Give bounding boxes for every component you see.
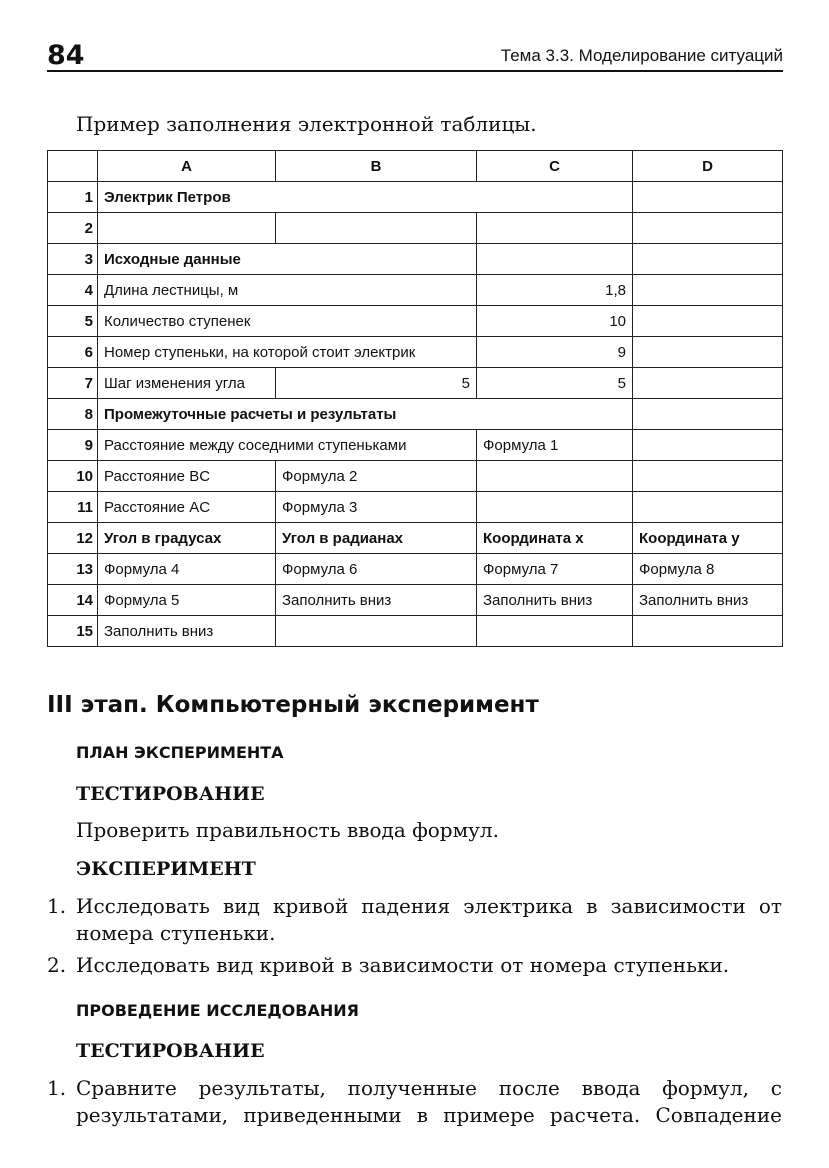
row-number: 2 <box>48 213 98 244</box>
intro-text: Пример заполнения электронной таблицы. <box>76 112 537 136</box>
table-row <box>48 616 783 647</box>
cell: 10 <box>477 306 633 337</box>
row-number: 14 <box>48 585 98 616</box>
page-number: 84 <box>47 40 85 71</box>
cell: Заполнить вниз <box>276 585 477 616</box>
cell: Исходные данные <box>98 244 477 275</box>
table-row <box>48 244 783 275</box>
column-header: A <box>98 151 276 182</box>
spreadsheet-example <box>47 150 783 647</box>
row-number: 9 <box>48 430 98 461</box>
experiment-heading: ЭКСПЕРИМЕНТ <box>76 858 256 880</box>
cell: Формула 6 <box>276 554 477 585</box>
running-title: Тема 3.3. Моделирование ситуаций <box>500 46 783 65</box>
row-number: 4 <box>48 275 98 306</box>
column-header: B <box>276 151 477 182</box>
cell: Заполнить вниз <box>633 585 783 616</box>
table-row <box>48 585 783 616</box>
cell: Формула 3 <box>276 492 477 523</box>
cell: Формула 2 <box>276 461 477 492</box>
cell: Длина лестницы, м <box>98 275 477 306</box>
research-heading: ПРОВЕДЕНИЕ ИССЛЕДОВАНИЯ <box>76 1001 359 1020</box>
cell: Количество ступенек <box>98 306 477 337</box>
cell: Формула 4 <box>98 554 276 585</box>
cell: Координата x <box>477 523 633 554</box>
column-header-row <box>48 151 783 182</box>
cell: Заполнить вниз <box>477 585 633 616</box>
cell: Формула 8 <box>633 554 783 585</box>
table-row <box>48 306 783 337</box>
plan-heading: ПЛАН ЭКСПЕРИМЕНТА <box>76 743 284 762</box>
cell: 9 <box>477 337 633 368</box>
table-row <box>48 337 783 368</box>
table-row <box>48 368 783 399</box>
table-row <box>48 492 783 523</box>
list-item: 1. Исследовать вид кривой падения электрика в зависимости от номера ступеньки. <box>47 894 782 945</box>
cell: Электрик Петров <box>98 182 633 213</box>
cell: Шаг изменения угла <box>98 368 276 399</box>
table-row <box>48 182 783 213</box>
stage-title: III этап. Компьютерный эксперимент <box>47 692 539 718</box>
cell: Расстояние BC <box>98 461 276 492</box>
cell: Расстояние между соседними ступеньками <box>98 430 477 461</box>
row-number: 12 <box>48 523 98 554</box>
row-number: 11 <box>48 492 98 523</box>
cell: Формула 7 <box>477 554 633 585</box>
row-number: 3 <box>48 244 98 275</box>
cell: 1,8 <box>477 275 633 306</box>
cell: Промежуточные расчеты и результаты <box>98 399 633 430</box>
table-row <box>48 275 783 306</box>
testing-text: Проверить правильность ввода формул. <box>76 818 499 842</box>
list-item: 2. Исследовать вид кривой в зависимости от номера ступеньки. <box>47 953 730 977</box>
column-header: C <box>477 151 633 182</box>
cell: Номер ступеньки, на которой стоит электрик <box>98 337 477 368</box>
row-number: 1 <box>48 182 98 213</box>
cell: 5 <box>276 368 477 399</box>
table-row <box>48 523 783 554</box>
cell: Заполнить вниз <box>98 616 276 647</box>
row-number: 8 <box>48 399 98 430</box>
cell: Угол в градусах <box>98 523 276 554</box>
testing-heading-2: ТЕСТИРОВАНИЕ <box>76 1040 265 1062</box>
table-row <box>48 461 783 492</box>
column-header: D <box>633 151 783 182</box>
table-row <box>48 430 783 461</box>
list-item: 1. Сравните результаты, полученные после ввода формул, с результатами, приведенными в примере расчета. Совпадение <box>47 1076 782 1127</box>
row-number: 13 <box>48 554 98 585</box>
page-header <box>47 40 783 72</box>
table-row <box>48 399 783 430</box>
table-row <box>48 554 783 585</box>
cell: Формула 5 <box>98 585 276 616</box>
cell: 5 <box>477 368 633 399</box>
row-number: 5 <box>48 306 98 337</box>
row-number: 6 <box>48 337 98 368</box>
cell: Формула 1 <box>477 430 633 461</box>
row-number: 10 <box>48 461 98 492</box>
testing-heading: ТЕСТИРОВАНИЕ <box>76 783 265 805</box>
cell: Угол в радианах <box>276 523 477 554</box>
row-number: 7 <box>48 368 98 399</box>
cell: Расстояние AC <box>98 492 276 523</box>
row-number: 15 <box>48 616 98 647</box>
table-row <box>48 213 783 244</box>
cell: Координата y <box>633 523 783 554</box>
